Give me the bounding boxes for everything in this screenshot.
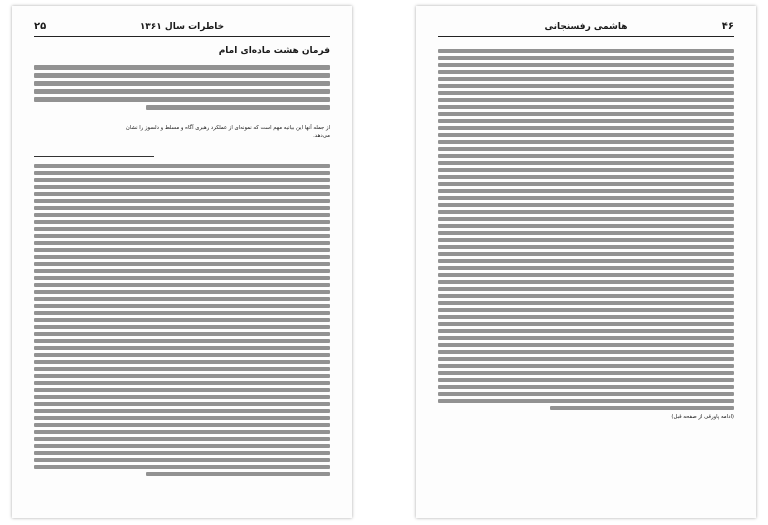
running-title: خاطرات سال ۱۳۶۱	[139, 22, 225, 32]
page-number: ۴۶	[721, 21, 734, 32]
main-paragraph	[34, 62, 330, 113]
footnote-continuation	[438, 46, 734, 421]
footnote-divider	[34, 156, 154, 157]
right-page	[416, 6, 756, 518]
footnotes	[34, 161, 330, 479]
quote-line-1: از جمله آنها این بیانیه مهم است که نمونه‌ای از عملکرد رهبری آگاه و مسلط و دلسوز را نشان	[125, 125, 330, 131]
left-page	[12, 6, 352, 518]
page-header	[438, 20, 734, 37]
section-title: فرمان هشت ماده‌ای امام	[218, 46, 330, 56]
quote-line-2: می‌دهد.	[313, 133, 330, 140]
continuation-note: (ادامه پاورقی از صفحه قبل)	[671, 414, 734, 420]
running-title: هاشمی رفسنجانی	[544, 22, 628, 32]
page-header	[34, 20, 330, 37]
quote-paragraph	[34, 124, 330, 140]
page-number: ۲۵	[34, 21, 47, 32]
